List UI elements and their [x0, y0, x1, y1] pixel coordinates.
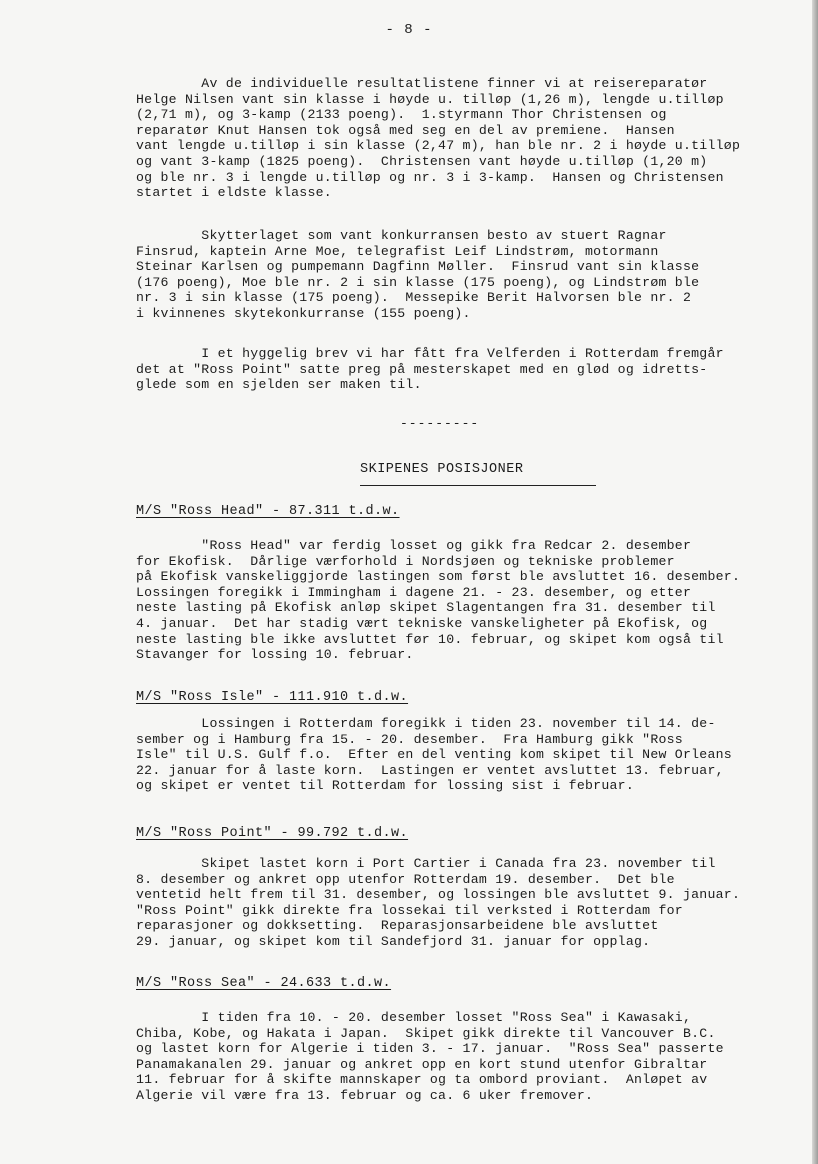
vessel-heading-ross-point: M/S "Ross Point" - 99.792 t.d.w. [136, 826, 409, 841]
section-title-rule [360, 485, 596, 486]
section-title: SKIPENES POSISJONER [360, 462, 524, 477]
intro-paragraph-letter: I et hyggelig brev vi har fått fra Velferden i Rotterdam fremgår det at "Ross Point" satte preg på mesterskapet med en glød og idretts- glede som en sjelden ser maken til. [136, 346, 724, 393]
vessel-text-ross-sea: I tiden fra 10. - 20. desember losset "Ross Sea" i Kawasaki, Chiba, Kobe, og Hakata i Japan. Skipet gikk direkte til Vancouver B.C. og lastet korn for Algerie i tiden 3. - 17. januar. "Ross Sea" passerte Panamakanalen 29. januar og ankret opp en kort stund utenfor Gibraltar 11. februar for å skifte mannskaper og ta ombord proviant. Anløpet av Algerie vil være fra 13. februar og ca. 6 uker fremover. [136, 1010, 724, 1103]
vessel-text-ross-isle: Lossingen i Rotterdam foregikk i tiden 23. november til 14. de- sember og i Hamburg fra 15. - 20. desember. Fra Hamburg gikk "Ross Isle" til U.S. Gulf f.o. Efter en del venting kom skipet til New Orleans 22. januar for å laste korn. Lastingen er ventet avsluttet 13. februar, og skipet er ventet til Rotterdam for lossing sist i februar. [136, 716, 732, 794]
vessel-heading-ross-head: M/S "Ross Head" - 87.311 t.d.w. [136, 504, 400, 519]
vessel-heading-ross-sea: M/S "Ross Sea" - 24.633 t.d.w. [136, 976, 392, 991]
section-divider: --------- [400, 416, 480, 431]
vessel-text-ross-point: Skipet lastet korn i Port Cartier i Canada fra 23. november til 8. desember og ankret opp utenfor Rotterdam 19. desember. Det ble ventetid helt frem til 31. desember, og lossingen ble avsluttet 9. januar. "Ross Point" gikk direkte fra lossekai til verksted i Rotterdam for reparasjoner og dokksetting. Reparasjonsarbeidene ble avsluttet 29. januar, og skipet kom til Sandefjord 31. januar for opplag. [136, 856, 741, 949]
vessel-text-ross-head: "Ross Head" var ferdig losset og gikk fra Redcar 2. desember for Ekofisk. Dårlige værforhold i Nordsjøen og tekniske problemer på Ekofisk vanskeliggjorde lastingen som først ble avsluttet 16. desember. Lossingen foregikk i Immingham i dagene 21. - 23. desember, og etter neste lasting på Ekofisk anløp skipet Slagentangen fra 31. desember til 4. januar. Det har stadig vært tekniske vanskeligheter på Ekofisk, og neste lasting ble ikke avsluttet før 10. februar, og skipet kom også til Stavanger for lossing 10. februar. [136, 538, 741, 663]
vessel-heading-ross-isle: M/S "Ross Isle" - 111.910 t.d.w. [136, 690, 409, 705]
intro-paragraph-athletics: Av de individuelle resultatlistene finner vi at reisereparatør Helge Nilsen vant sin klasse i høyde u. tilløp (1,26 m), lengde u.tilløp (2,71 m), og 3-kamp (2133 poeng). 1.styrmann Thor Christensen og reparatør Knut Hansen tok også med seg en del av premiene. Hansen vant lengde u.tilløp i sin klasse (2,47 m), han ble nr. 2 i høyde u.tilløp og vant 3-kamp (1825 poeng). Christensen vant høyde u.tilløp (1,20 m) og ble nr. 3 i lengde u.tilløp og nr. 3 i 3-kamp. Hansen og Christensen startet i eldste klasse. [136, 76, 741, 201]
page-edge-shadow [812, 0, 818, 1164]
intro-paragraph-shooting: Skytterlaget som vant konkurransen besto av stuert Ragnar Finsrud, kaptein Arne Moe, telegrafist Leif Lindstrøm, motormann Steinar Karlsen og pumpemann Dagfinn Møller. Finsrud vant sin klasse (176 poeng), Moe ble nr. 2 i sin klasse (175 poeng), og Lindstrøm ble nr. 3 i sin klasse (175 poeng). Messepike Berit Halvorsen ble nr. 2 i kvinnenes skytekonkurranse (155 poeng). [136, 228, 700, 321]
page-number: - 8 - [385, 22, 433, 38]
